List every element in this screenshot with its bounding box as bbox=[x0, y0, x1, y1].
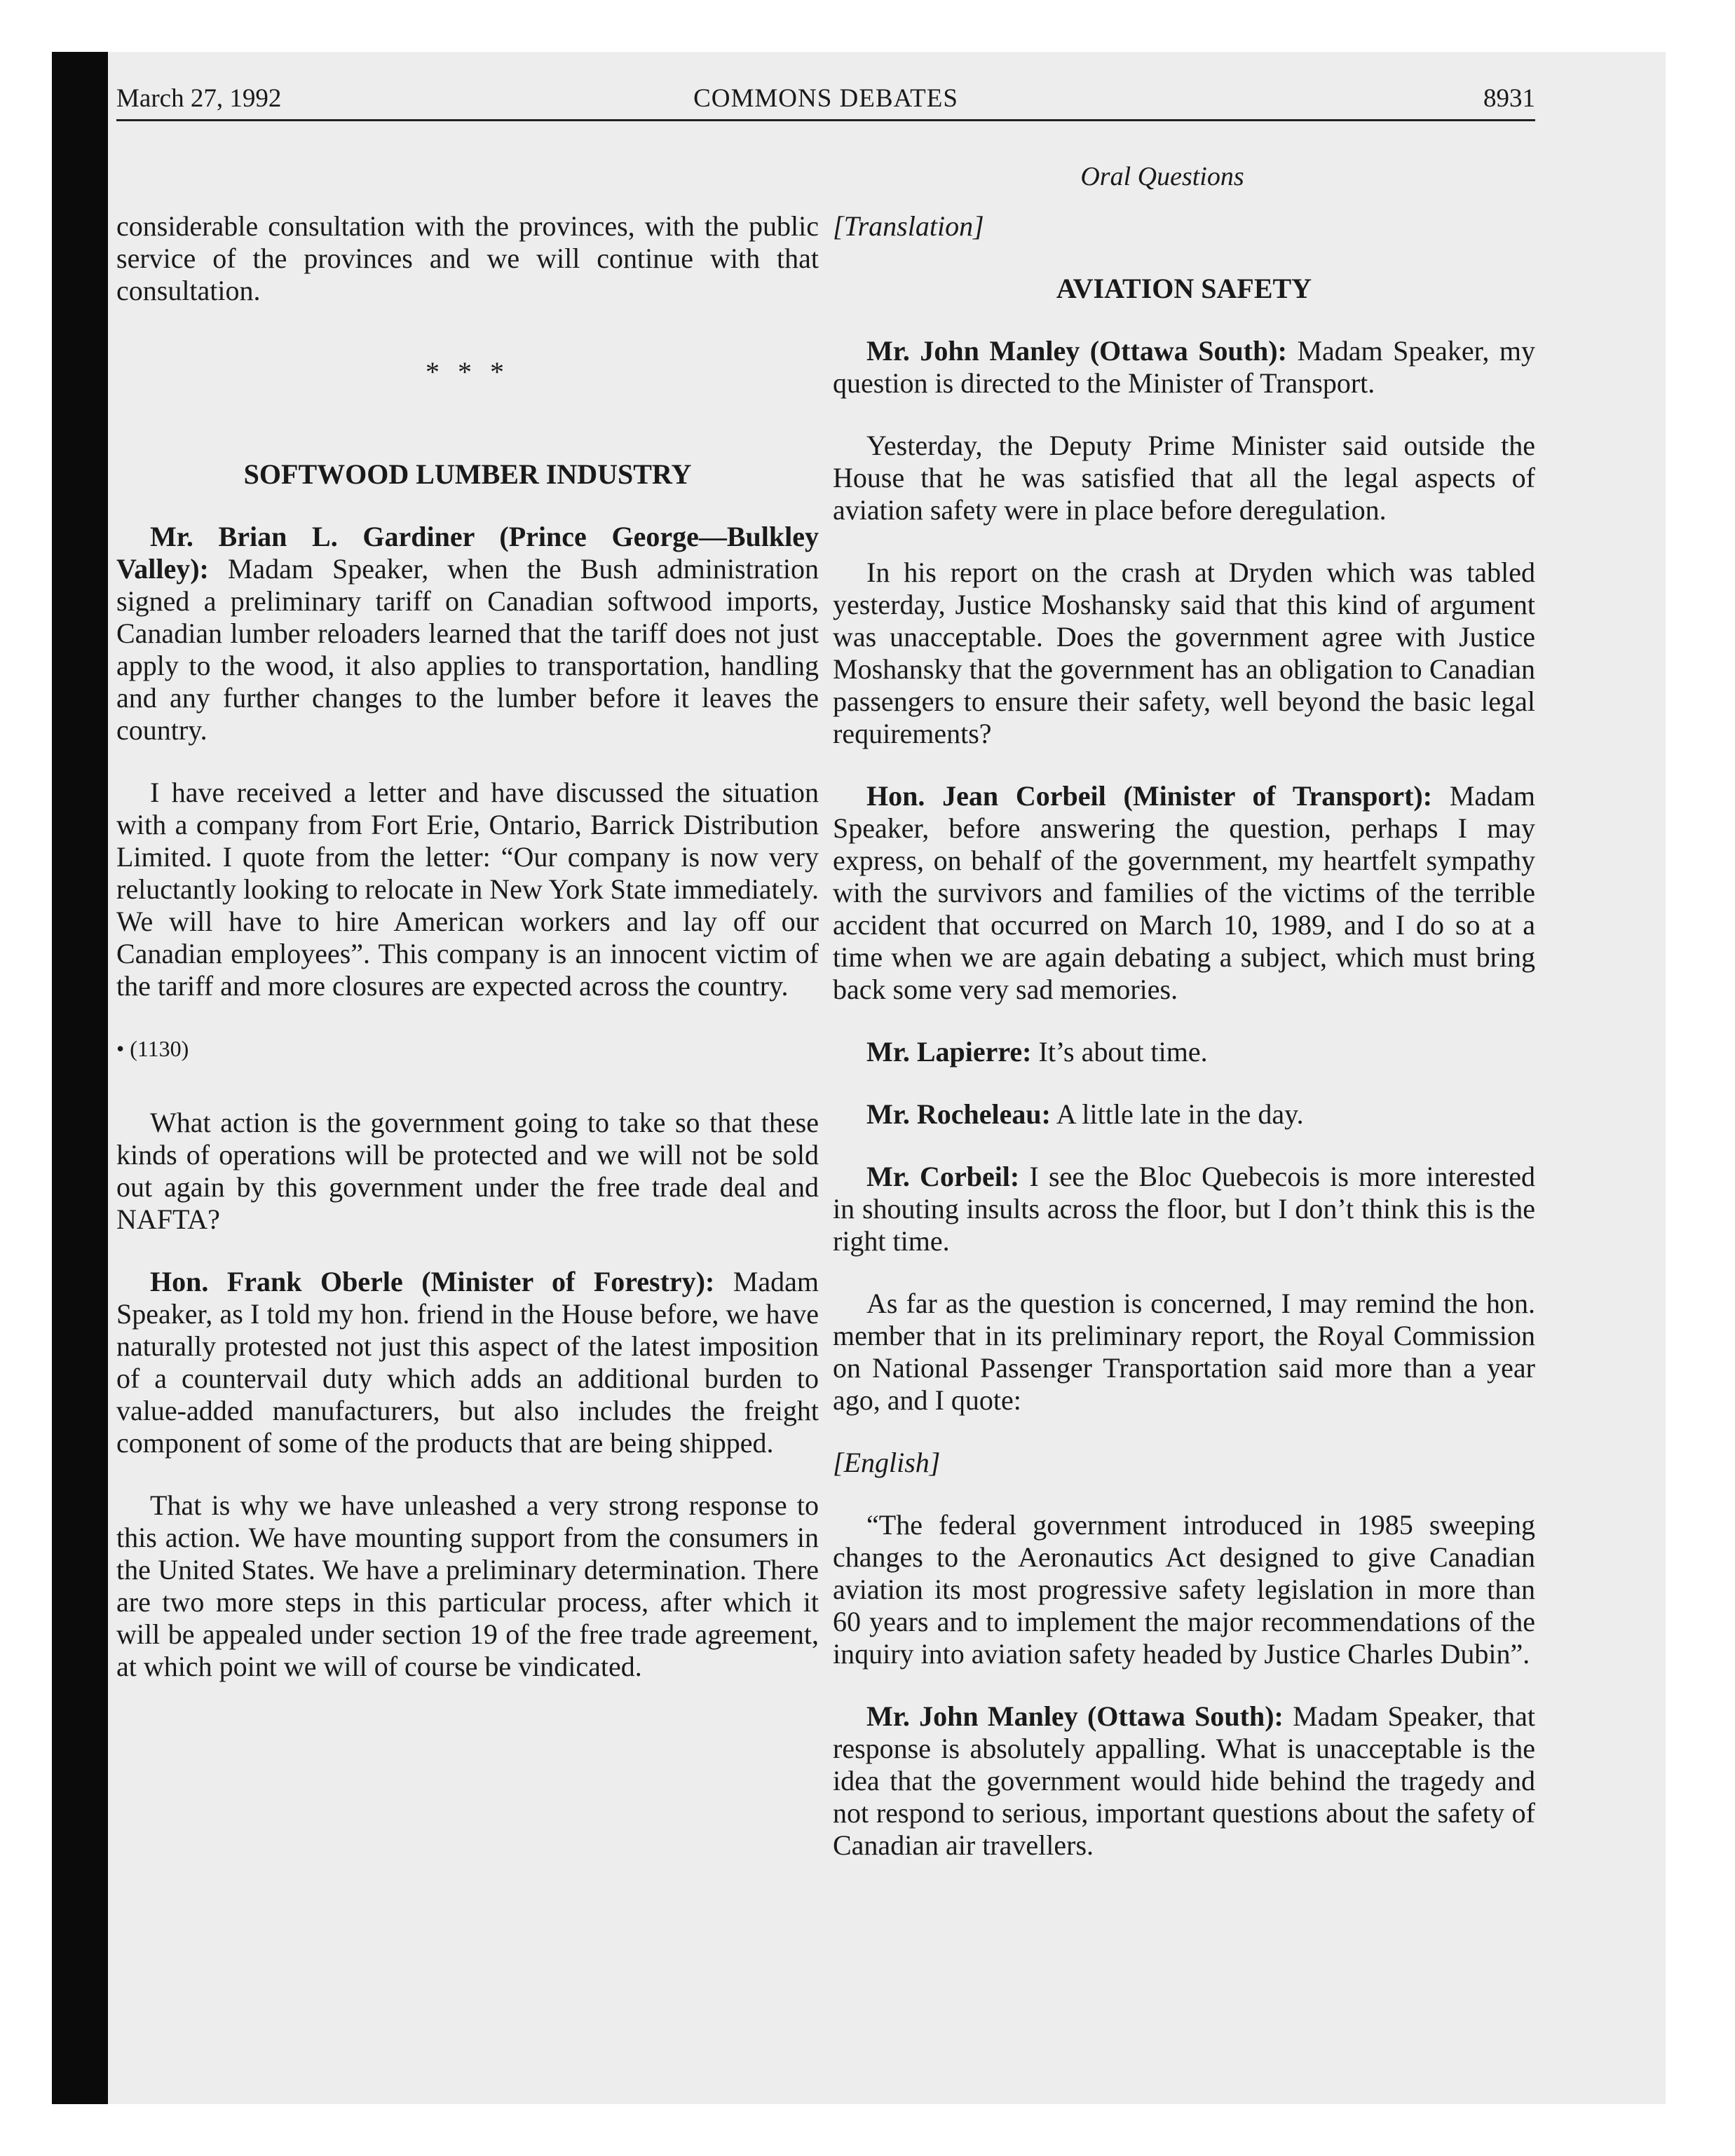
speech-text: A little late in the day. bbox=[1050, 1098, 1304, 1130]
section-heading: AVIATION SAFETY bbox=[1056, 273, 1312, 304]
paragraph bbox=[833, 780, 1535, 1006]
speaker-name: Hon. Frank Oberle (Minister of Forestry): bbox=[150, 1266, 715, 1297]
binding-edge bbox=[52, 52, 108, 2104]
header-date: March 27, 1992 bbox=[116, 84, 282, 113]
translation-tag: [Translation] bbox=[833, 210, 984, 242]
speech-text: I see the Bloc Quebecois is more interested in shouting insults across the floor, but I don’t think this is the right time. bbox=[833, 1161, 1535, 1257]
paragraph bbox=[116, 521, 819, 746]
paragraph: That is why we have unleashed a very strong response to this action. We have mounting support from the consumers in the United States. We have a preliminary determination. There are two more steps in this particular process, after which it will be appealed under section 19 of the free trade agreement, at which point we will of course be vindicated. bbox=[116, 1489, 819, 1682]
paragraph bbox=[116, 1266, 819, 1459]
paragraph bbox=[833, 1161, 1535, 1257]
section-separator: * * * bbox=[426, 356, 510, 388]
page-number: 8931 bbox=[1483, 84, 1535, 113]
paragraph: In his report on the crash at Dryden which was tabled yesterday, Justice Moshansky said that this kind of argument was unacceptable. Does the government agree with Justice Moshansky that the government has an obligation to Canadian passengers to ensure their safety, well beyond the basic legal requirements? bbox=[833, 557, 1535, 749]
quotation: “The federal government introduced in 1985 sweeping changes to the Aeronautics Act designed to give Canadian aviation its most progressive safety legislation in more than 60 years and to implement the major recommendations of the inquiry into aviation safety headed by Justice Charles Dubin”. bbox=[833, 1509, 1535, 1670]
speech-text: Madam Speaker, that response is absolutely appalling. What is unacceptable is the idea that the government would hide behind the tragedy and not respond to serious, important questions about the safety of Canadian air travellers. bbox=[833, 1700, 1535, 1861]
paragraph: considerable consultation with the provinces, with the public service of the provinces and we will continue with that consultation. bbox=[116, 210, 819, 306]
speech-text: Madam Speaker, as I told my hon. friend in the House before, we have naturally protested not just this aspect of the latest imposition of a countervail duty which adds an additional burden to value-added manufacturers, but also includes the freight component of some of the products that are being shipped. bbox=[116, 1266, 819, 1459]
paragraph bbox=[833, 1036, 1535, 1068]
speaker-name: Mr. John Manley (Ottawa South): bbox=[866, 335, 1287, 367]
paragraph: What action is the government going to take so that these kinds of operations will be protected and we will not be sold out again by this government under the free trade deal and NAFTA? bbox=[116, 1107, 819, 1235]
speaker-name: Mr. Brian L. Gardiner (Prince George—Bulkley Valley): bbox=[116, 521, 819, 585]
speaker-name: Mr. Lapierre: bbox=[866, 1036, 1032, 1067]
paragraph bbox=[833, 335, 1535, 400]
speech-text: It’s about time. bbox=[1031, 1036, 1208, 1067]
english-tag: [English] bbox=[833, 1447, 941, 1478]
speaker-name: Mr. Corbeil: bbox=[866, 1161, 1020, 1192]
speaker-name: Mr. John Manley (Ottawa South): bbox=[866, 1700, 1284, 1732]
speech-text: Madam Speaker, when the Bush administration signed a preliminary tariff on Canadian softwood imports, Canadian lumber reloaders learned that the tariff does not just apply to the wood, it also applies to transportation, handling and any further changes to the lumber before it leaves the country. bbox=[116, 553, 819, 746]
right-column bbox=[833, 210, 1535, 1892]
paragraph bbox=[833, 1098, 1535, 1131]
speaker-name: Hon. Jean Corbeil (Minister of Transport): bbox=[866, 780, 1433, 812]
speech-text: Madam Speaker, my question is directed to the Minister of Transport. bbox=[833, 335, 1535, 399]
paragraph: Yesterday, the Deputy Prime Minister said outside the House that he was satisfied that all the legal aspects of aviation safety were in place before deregulation. bbox=[833, 430, 1535, 526]
left-column bbox=[116, 210, 819, 1713]
speaker-name: Mr. Rocheleau: bbox=[866, 1098, 1051, 1130]
speech-text: Madam Speaker, before answering the question, perhaps I may express, on behalf of the government, my heartfelt sympathy with the survivors and families of the victims of the terrible accident that occurred on March 10, 1989, and I do so at a time when we are again debating a subject, which must bring back some very sad memories. bbox=[833, 780, 1536, 1005]
section-heading: SOFTWOOD LUMBER INDUSTRY bbox=[243, 458, 692, 490]
paragraph: As far as the question is concerned, I may remind the hon. member that in its preliminary report, the Royal Commission on National Passenger Transportation said more than a year ago, and I quote: bbox=[833, 1288, 1535, 1416]
page-header bbox=[116, 81, 1535, 121]
running-head: Oral Questions bbox=[1080, 162, 1244, 191]
time-marker: • (1130) bbox=[116, 1036, 189, 1061]
paragraph: I have received a letter and have discussed the situation with a company from Fort Erie, Ontario, Barrick Distribution Limited. I quote from the letter: “Our company is now very reluctantly looking to relocate in New York State immediately. We will have to hire American workers and lay off our Canadian employees”. This company is an innocent victim of the tariff and more closures are expected across the country. bbox=[116, 777, 819, 1002]
header-title: COMMONS DEBATES bbox=[693, 84, 958, 113]
paragraph bbox=[833, 1700, 1535, 1862]
